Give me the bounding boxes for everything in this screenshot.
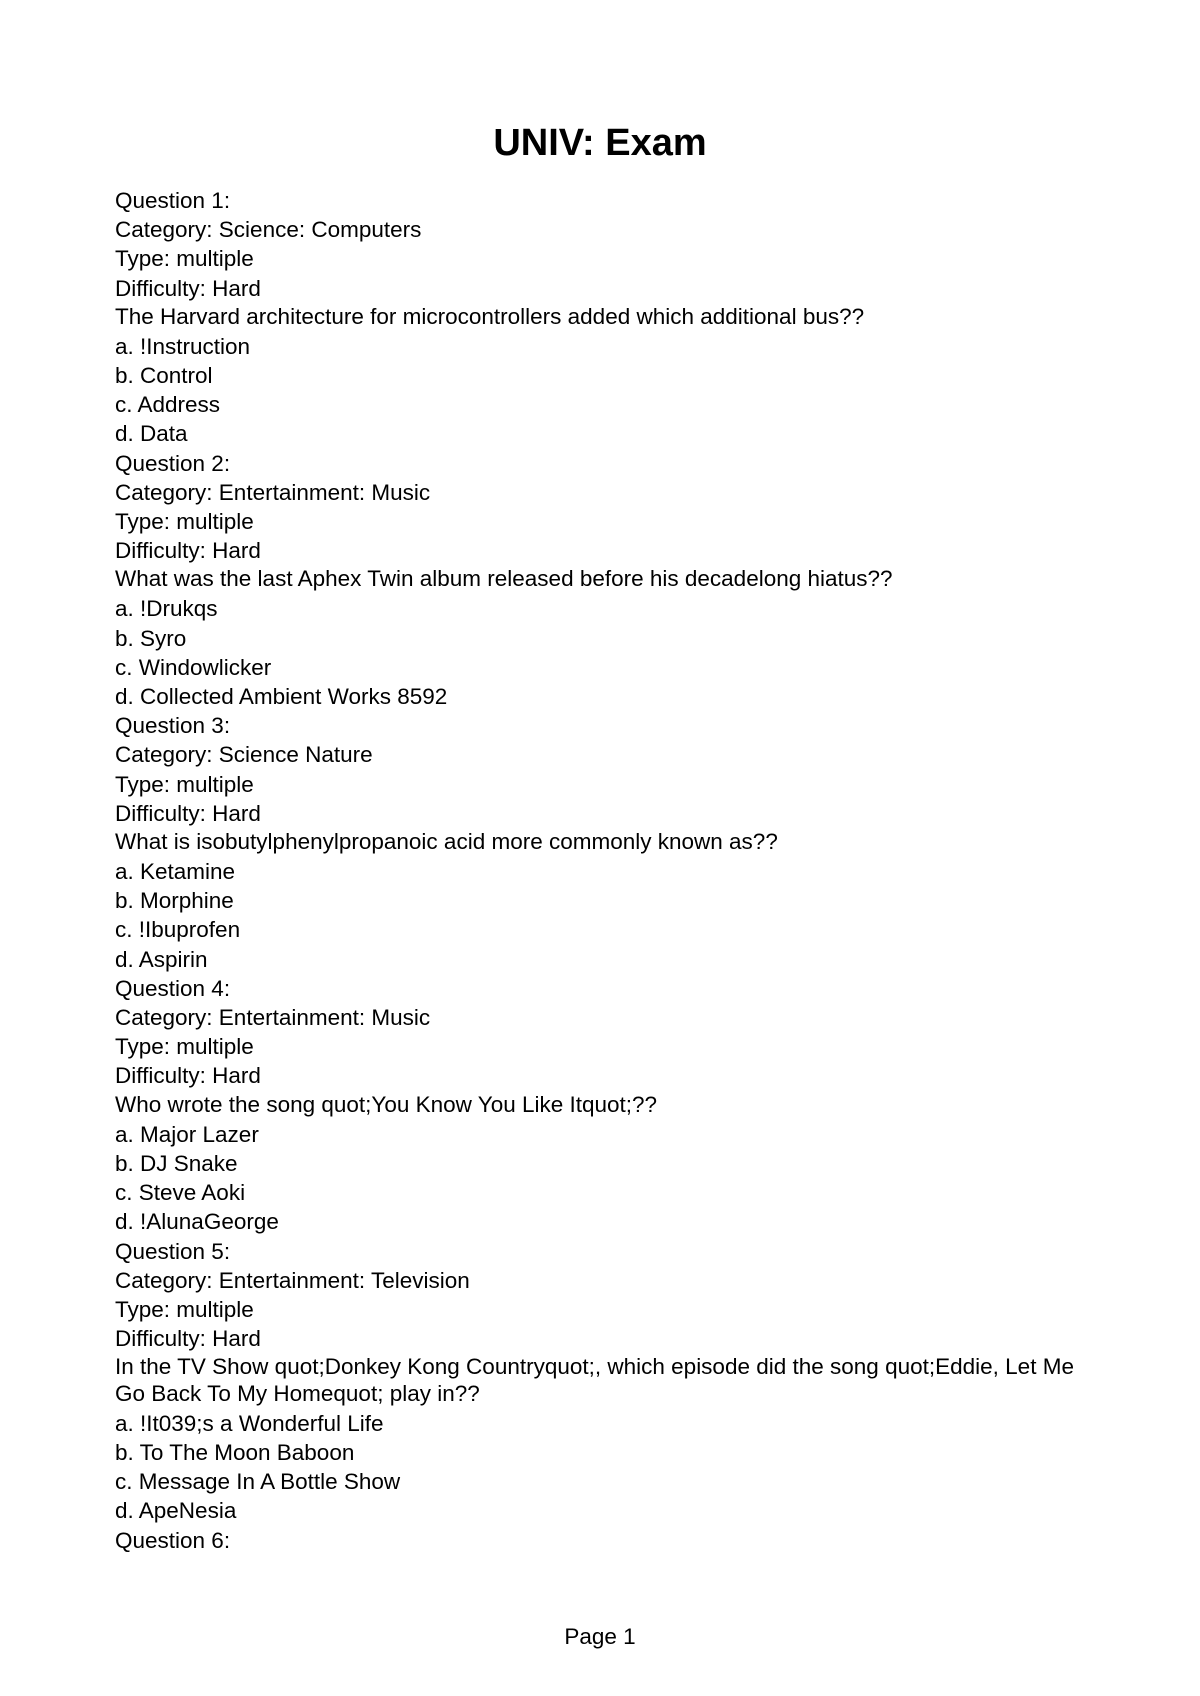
question-text: In the TV Show quot;Donkey Kong Countryquot;, which episode did the song quot;Eddie, Let Me Go Back To My Homequot; play in?? — [115, 1354, 1074, 1406]
question-heading: Question 4: — [115, 975, 231, 1001]
page-title: UNIV: Exam — [493, 122, 707, 164]
answer-option: d. !AlunaGeorge — [115, 1209, 279, 1235]
answer-option: d. Aspirin — [115, 946, 208, 972]
question-type: Type: multiple — [115, 509, 254, 535]
answer-option: c. !Ibuprofen — [115, 917, 241, 943]
question-heading: Question 2: — [115, 450, 231, 476]
question-text: What is isobutylphenylpropanoic acid more commonly known as?? — [115, 829, 778, 855]
answer-option: a. !It039;s a Wonderful Life — [115, 1410, 384, 1436]
answer-option: a. !Instruction — [115, 333, 251, 359]
question-difficulty: Difficulty: Hard — [115, 800, 261, 826]
question-text: The Harvard architecture for microcontrollers added which additional bus?? — [115, 303, 865, 329]
answer-option: a. !Drukqs — [115, 596, 218, 622]
question-block — [115, 711, 1095, 974]
exam-content — [115, 186, 1095, 1555]
question-heading: Question 3: — [115, 713, 231, 739]
answer-option: a. Ketamine — [115, 859, 236, 885]
question-block — [115, 974, 1095, 1237]
question-heading: Question 5: — [115, 1238, 231, 1264]
question-text: What was the last Aphex Twin album released before his decadelong hiatus?? — [115, 566, 893, 592]
answer-option: d. Data — [115, 421, 188, 447]
question-block — [115, 449, 1095, 712]
question-block — [115, 186, 1095, 449]
question-type: Type: multiple — [115, 1296, 254, 1322]
answer-option: c. Windowlicker — [115, 654, 272, 680]
answer-option: c. Address — [115, 392, 221, 418]
question-category: Category: Science Nature — [115, 742, 373, 768]
answer-option: b. Control — [115, 363, 213, 389]
question-difficulty: Difficulty: Hard — [115, 1063, 261, 1089]
question-category: Category: Science: Computers — [115, 217, 422, 243]
question-type: Type: multiple — [115, 771, 254, 797]
question-block — [115, 1237, 1095, 1526]
answer-option: c. Steve Aoki — [115, 1180, 246, 1206]
answer-option: b. DJ Snake — [115, 1150, 238, 1176]
question-difficulty: Difficulty: Hard — [115, 538, 261, 564]
answer-option: d. Collected Ambient Works 8592 — [115, 684, 448, 710]
question-difficulty: Difficulty: Hard — [115, 1326, 261, 1352]
answer-option: b. Syro — [115, 625, 187, 651]
answer-option: b. To The Moon Baboon — [115, 1440, 355, 1466]
question-type: Type: multiple — [115, 246, 254, 272]
answer-option: c. Message In A Bottle Show — [115, 1469, 401, 1495]
question-heading: Question 6: — [115, 1527, 231, 1553]
page-number: Page 1 — [564, 1624, 636, 1649]
answer-option: a. Major Lazer — [115, 1121, 259, 1147]
question-category: Category: Entertainment: Music — [115, 479, 431, 505]
answer-option: d. ApeNesia — [115, 1498, 237, 1524]
question-category: Category: Entertainment: Television — [115, 1267, 470, 1293]
answer-option: b. Morphine — [115, 888, 234, 914]
question-difficulty: Difficulty: Hard — [115, 275, 261, 301]
question-type: Type: multiple — [115, 1034, 254, 1060]
question-text: Who wrote the song quot;You Know You Like Itquot;?? — [115, 1091, 658, 1117]
question-heading: Question 1: — [115, 188, 231, 213]
question-category: Category: Entertainment: Music — [115, 1005, 431, 1031]
